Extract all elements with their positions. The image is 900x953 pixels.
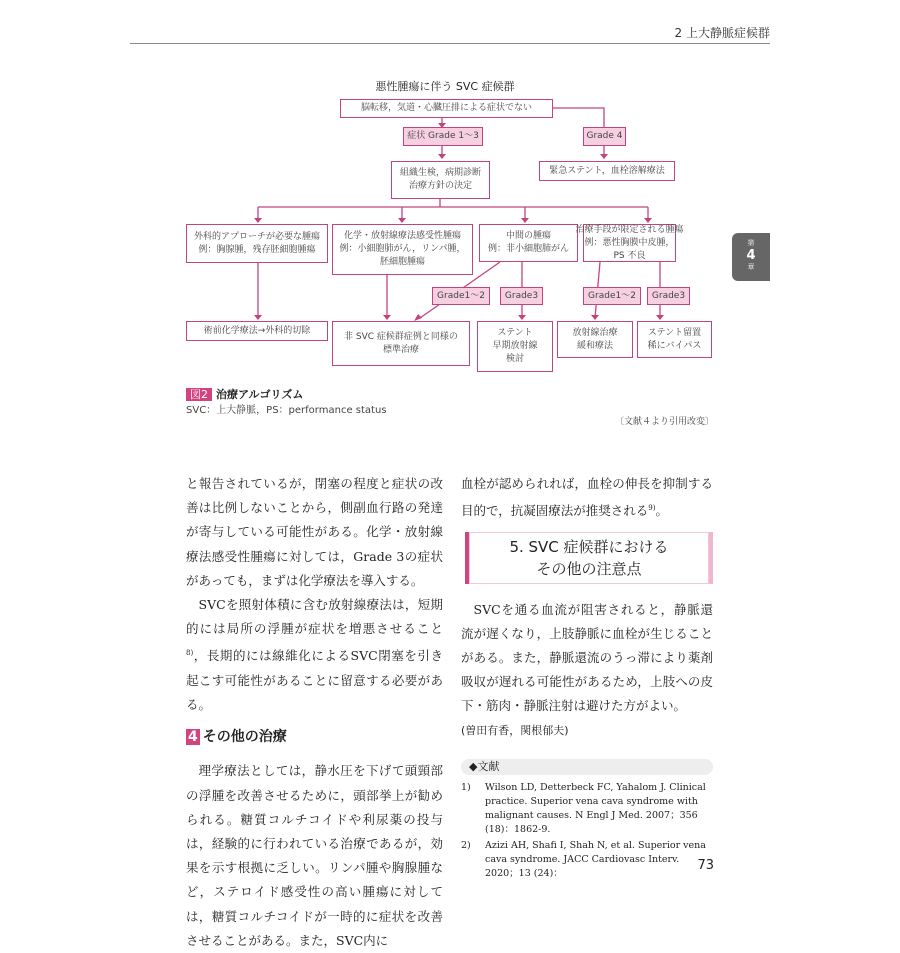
- section-heading-box: [465, 532, 713, 584]
- right-column: [461, 472, 713, 883]
- citation: 9): [648, 504, 656, 513]
- figure-title: 治療アルゴリズム: [216, 388, 304, 401]
- ref-text: Azizi AH, Shafi I, Shah N, et al. Superior vena cava syndrome. JACC Cardiovasc Interv. 2020；13 (24)：: [485, 839, 706, 879]
- section-title-line: その他の注意点: [536, 559, 642, 578]
- paragraph: 理学療法としては，静水圧を下げて頭頸部の浮腫を改善させるために，頭部挙上が勧められる。糖質コルチコイドや利尿薬の投与は，経験的に行われている治療であるが，効果を示す根拠に乏しい。リンパ腫や胸腺腫など，ステロイド感受性の高い腫瘍に対しては，糖質コルチコイドが一時的に症状を改善させることがある。また，SVC内に: [186, 763, 443, 948]
- text: 血栓が認められれば，血栓の伸長を抑制する目的で，抗凝固療法が推奨される: [461, 476, 713, 519]
- box-text: 術前化学療法→外科的切除: [203, 325, 311, 336]
- box-text: Grade3: [504, 290, 539, 301]
- ref-number: 1): [461, 781, 471, 793]
- box-text: Grade 4: [586, 131, 623, 141]
- box-text: 例：悪性胸膜中皮腫，: [584, 237, 675, 248]
- box-radiotherapy: [557, 321, 633, 358]
- box-text: 稀にバイパス: [647, 340, 702, 351]
- box-text: 検討: [505, 354, 524, 364]
- box-text: 緩和療法: [576, 340, 613, 351]
- box-text: 標準治療: [382, 344, 419, 355]
- section-title: その他の治療: [202, 729, 287, 746]
- ref-text: Wilson LD, Detterbeck FC, Yahalom J. Clinical practice. Superior vena cava syndrome with malignant causes. N Engl J Med. 2007；356 (18)：1862-9.: [485, 781, 706, 835]
- box-grade-3-a: [500, 287, 543, 305]
- paragraph: と報告されているが，閉塞の程度と症状の改善は比例しないことから，側副血行路の発達が寄与している可能性がある。化学・放射線療法感受性腫瘍に対しては，Grade 3の症状があっても，まずは化学療法を導入する。: [186, 476, 443, 588]
- box-text: 治療方針の決定: [408, 181, 472, 191]
- text: ，長期的には線維化によるSVC閉塞を引き起こす可能性があることに留意する必要がある。: [186, 648, 443, 712]
- paragraph: SVCを通る血流が阻害されると，静脈還流が遅くなり，上肢静脈に血栓が生じることがある。また，静脈還流のうっ滞により薬剤吸収が遅れる可能性があるため，上肢への皮下・筋肉・静脈注射は避けた方がよい。: [461, 601, 713, 714]
- figure-caption: [186, 386, 303, 402]
- page-number: 73: [697, 858, 714, 873]
- authors: (曽田有香，関根郁夫): [461, 723, 569, 737]
- box-text: ステント: [497, 328, 533, 338]
- box-text: 脳転移，気道・心臓圧排による症状でない: [360, 103, 532, 113]
- citation: 8): [186, 649, 194, 658]
- box-biopsy: [391, 161, 490, 199]
- box-text: 例：胸腺腫，残存胚細胞腫瘍: [198, 244, 316, 255]
- section-number: 4: [188, 729, 198, 746]
- box-text: 例：小細胞肺がん，リンパ腫，: [339, 244, 466, 254]
- box-limited-tumor: [575, 224, 684, 262]
- box-preop-chemo: [186, 321, 328, 341]
- running-header: 2 上大静脈症候群: [674, 26, 770, 40]
- box-text: ステント留置: [647, 327, 702, 338]
- box-standard-treatment: [332, 321, 470, 366]
- figure-abbrev: SVC：上大静脈，PS：performance status: [186, 405, 387, 416]
- box-grade-4: [583, 127, 626, 146]
- box-text: 例：非小細胞肺がん: [487, 244, 569, 254]
- box-text: 非 SVC 症候群症例と同様の: [344, 331, 458, 342]
- box-grade-1-2-b: [583, 287, 641, 305]
- box-text: 早期放射線: [492, 341, 538, 351]
- tab-post: 章: [747, 263, 755, 271]
- paragraph: [461, 472, 713, 524]
- left-column: [186, 472, 443, 953]
- box-stent-bypass: [637, 321, 712, 358]
- box-text: 緊急ステント，血栓溶解療法: [549, 165, 665, 176]
- box-root: [340, 99, 553, 118]
- box-text: 外科的アプローチが必要な腫瘍: [193, 231, 320, 242]
- figure-label: 図2: [186, 388, 212, 401]
- text: 。: [655, 503, 668, 519]
- tab-number: 4: [746, 248, 756, 263]
- box-sensitive-tumor: [332, 224, 473, 275]
- ref-number: 2): [461, 839, 471, 851]
- box-text: 症状 Grade 1〜3: [407, 131, 479, 141]
- box-grade-1-2-a: [432, 287, 490, 305]
- box-stent-early-rt: [477, 321, 553, 372]
- box-text: 胚細胞腫瘍: [379, 257, 425, 267]
- references-heading: ◆文献: [461, 759, 713, 775]
- tab-pre: 第: [747, 239, 755, 247]
- box-text: Grade1〜2: [588, 290, 636, 301]
- box-grade-1-3: [403, 127, 483, 146]
- text: SVCを照射体積に含む放射線療法は，短期的には局所の浮腫が症状を増悪させること: [186, 597, 443, 637]
- box-text: 中間の腫瘍: [505, 231, 551, 241]
- box-surgical-tumor: [186, 224, 328, 263]
- reference-item: [461, 781, 713, 837]
- paragraph: [186, 593, 443, 717]
- box-text: 組織生検，病期診断: [399, 168, 481, 178]
- reference-item: [461, 839, 713, 881]
- box-text: Grade1〜2: [437, 290, 485, 301]
- flowchart-title: 悪性腫瘍に伴う SVC 症候群: [375, 80, 515, 93]
- box-text: Grade3: [651, 290, 686, 301]
- box-text: 放射線治療: [572, 327, 618, 338]
- section-title-line: 5. SVC 症候群における: [509, 537, 669, 556]
- box-emergency: [539, 161, 675, 181]
- box-intermediate-tumor: [479, 224, 578, 262]
- box-grade-3-b: [647, 287, 690, 305]
- box-text: 治療手段が限定される腫瘍: [575, 224, 684, 235]
- section-heading: [186, 725, 443, 749]
- box-text: 化学・放射線療法感受性腫瘍: [343, 231, 461, 241]
- figure-source: 〔文献４より引用改変〕: [614, 417, 714, 427]
- box-text: PS 不良: [613, 250, 646, 261]
